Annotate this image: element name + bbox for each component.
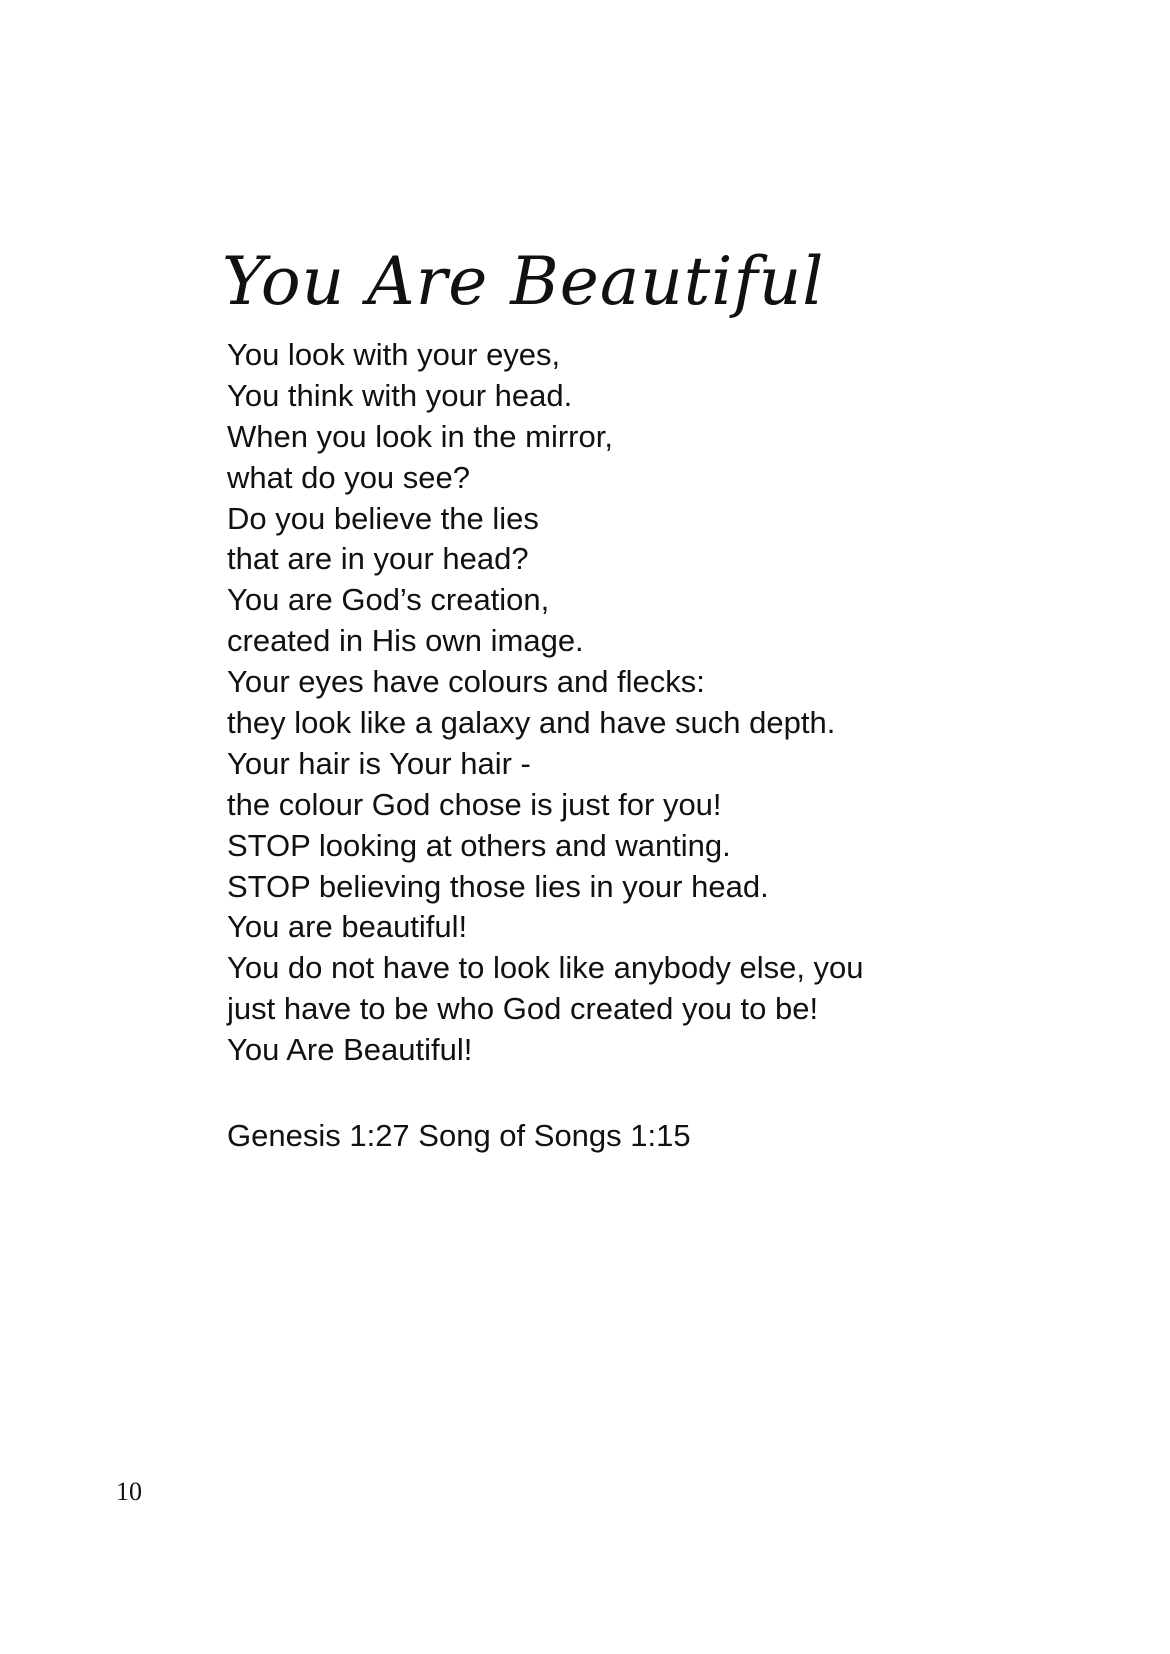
poem-body bbox=[227, 335, 1027, 1071]
poem-line: Your hair is Your hair - bbox=[227, 745, 531, 781]
poem-line: You are beautiful! bbox=[227, 909, 468, 945]
poem-line: what do you see? bbox=[227, 459, 471, 495]
poem-line: they look like a galaxy and have such depth. bbox=[227, 705, 836, 741]
poem-line: You are God’s creation, bbox=[227, 582, 550, 618]
poem-line: just have to be who God created you to be! bbox=[227, 991, 819, 1027]
poem-line: that are in your head? bbox=[227, 541, 529, 577]
poem-line: Your eyes have colours and flecks: bbox=[227, 664, 705, 700]
poem-line: STOP looking at others and wanting. bbox=[227, 827, 731, 863]
poem-line: You Are Beautiful! bbox=[227, 1032, 473, 1068]
page-number: 10 bbox=[116, 1477, 142, 1506]
poem-line: You think with your head. bbox=[227, 377, 573, 413]
poem-line: created in His own image. bbox=[227, 623, 584, 659]
poem-title: You Are Beautiful bbox=[222, 243, 825, 320]
poem-line: Do you believe the lies bbox=[227, 500, 539, 536]
poem-line: the colour God chose is just for you! bbox=[227, 786, 722, 822]
poem-line: When you look in the mirror, bbox=[227, 418, 613, 454]
poem-line: STOP believing those lies in your head. bbox=[227, 868, 769, 904]
poem-line: You look with your eyes, bbox=[227, 337, 561, 372]
poem-line: You do not have to look like anybody else, you bbox=[227, 950, 864, 986]
scripture-reference: Genesis 1:27 Song of Songs 1:15 bbox=[227, 1118, 691, 1153]
